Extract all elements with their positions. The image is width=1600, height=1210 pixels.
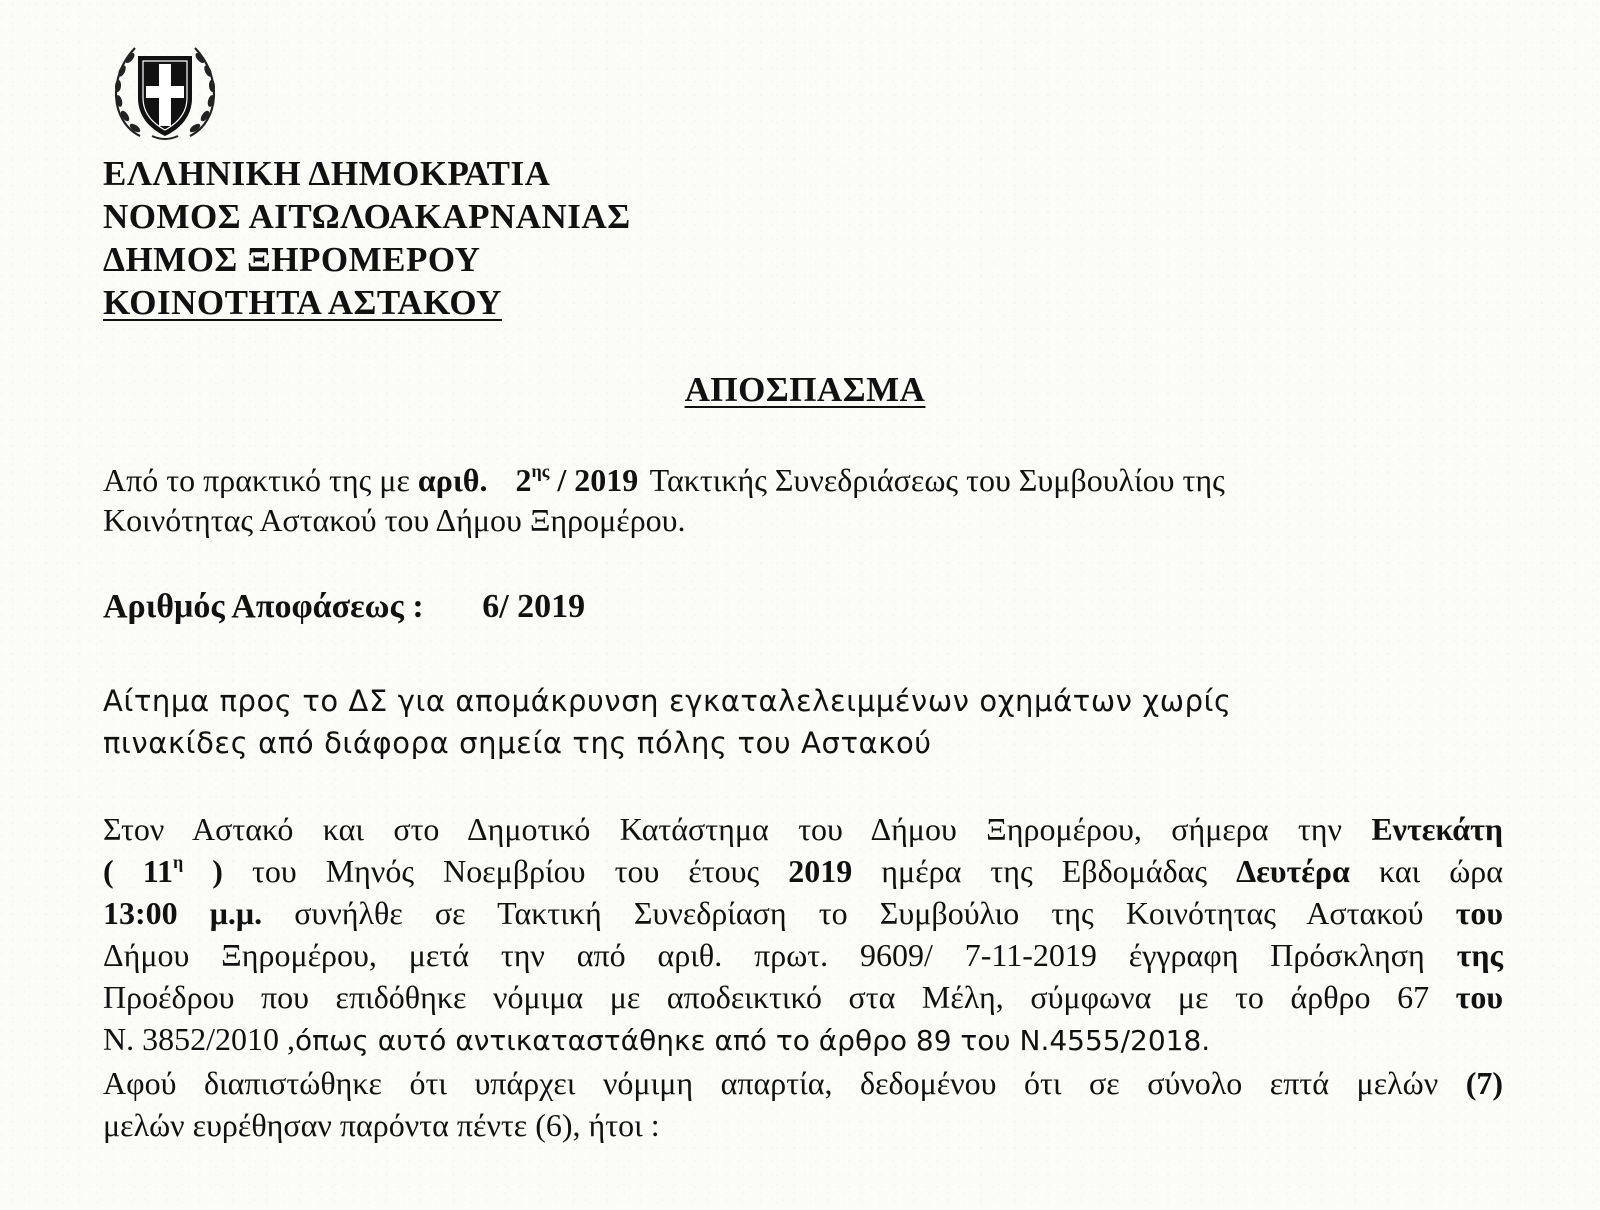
body-line-2 — [103, 850, 1503, 892]
body-law-ref: Ν. 3852/2010 , — [103, 1021, 295, 1057]
session-number: 2 — [515, 462, 532, 498]
body-line-3 — [103, 892, 1503, 934]
intro-paragraph — [103, 460, 1523, 540]
intro-arith: αριθ. — [417, 462, 488, 498]
body-text-bold: του — [1455, 979, 1504, 1015]
body-text: Δήμου Ξηρομέρου, μετά την από αριθ. πρωτ. 9609/ 7-11-2019 έγγραφη Πρόσκληση — [103, 937, 1425, 973]
body-line-8: μελών ευρέθησαν παρόντα πέντε (6), ήτοι : — [103, 1107, 660, 1143]
decision-subject — [103, 680, 1232, 764]
body-line-6 — [103, 1018, 1503, 1062]
body-line-1 — [103, 808, 1503, 850]
coat-of-arms-emblem — [100, 36, 230, 146]
body-day-word: Εντεκάτη — [1371, 811, 1504, 847]
body-line-4 — [103, 934, 1503, 976]
country-name: ΕΛΛΗΝΙΚΗ ΔΗΜΟΚΡΑΤΙΑ — [103, 154, 551, 193]
decision-label: Αριθμός Αποφάσεως : — [103, 588, 424, 625]
decision-number: 6/ 2019 — [482, 588, 586, 625]
body-day-number: ( 11 — [103, 853, 173, 889]
intro-prefix: Από το πρακτικό της με — [103, 462, 418, 498]
body-year: 2019 — [788, 853, 853, 889]
issuing-authority-header — [103, 152, 631, 324]
minutes-body — [103, 808, 1503, 1146]
session-year: / 2019 — [549, 462, 639, 498]
intro-line-2: Κοινότητας Αστακού του Δήμου Ξηρομέρου. — [103, 502, 686, 538]
intro-line-1 — [103, 460, 1523, 500]
body-text: Στον Αστακό και στο Δημοτικό Κατάστημα του Δήμου Ξηρομέρου, σήμερα την — [103, 811, 1342, 847]
body-law-amendment: όπως αυτό αντικαταστάθηκε από το άρθρο 89 του Ν.4555/2018. — [295, 1024, 1211, 1057]
body-text: του Μηνός Νοεμβρίου του έτους — [251, 853, 760, 889]
body-day-suffix: η — [172, 852, 184, 872]
body-line-7 — [103, 1062, 1503, 1104]
body-members-count: (7) — [1465, 1065, 1503, 1101]
body-time: 13:00 μ.μ. — [103, 895, 263, 931]
body-text: ημέρα της Εβδομάδας — [881, 853, 1208, 889]
subject-line-2: πινακίδες από διάφορα σημεία της πόλης του Αστακού — [103, 726, 932, 760]
intro-rest: Τακτικής Συνεδριάσεως του Συμβουλίου της — [642, 462, 1225, 498]
decision-number-line — [103, 588, 585, 626]
body-text: Αφού διαπιστώθηκε ότι υπάρχει νόμιμη απαρτία, δεδομένου ότι σε σύνολο επτά μελών — [103, 1065, 1439, 1101]
body-text: συνήλθε σε Τακτική Συνεδρίαση το Συμβούλιο της Κοινότητας Αστακού — [294, 895, 1424, 931]
municipality-name: ΔΗΜΟΣ ΞΗΡΟΜΕΡΟΥ — [103, 240, 481, 279]
body-text: και ώρα — [1378, 853, 1504, 889]
body-paren-close: ) — [183, 853, 223, 889]
body-weekday: Δευτέρα — [1236, 853, 1350, 889]
community-name: ΚΟΙΝΟΤΗΤΑ ΑΣΤΑΚΟΥ — [103, 283, 502, 322]
body-line-5 — [103, 976, 1503, 1018]
body-text-bold: της — [1456, 937, 1504, 973]
prefecture-name: ΝΟΜΟΣ ΑΙΤΩΛΟΑΚΑΡΝΑΝΙΑΣ — [103, 197, 631, 236]
document-title: ΑΠΟΣΠΑΣΜΑ — [684, 370, 926, 409]
session-number-suffix: ης — [531, 461, 550, 481]
subject-line-1: Αίτημα προς το ΔΣ για απομάκρυνση εγκαταλελειμμένων οχημάτων χωρίς — [103, 684, 1232, 718]
body-text: Προέδρου που επιδόθηκε νόμιμα με αποδεικτικό στα Μέλη, σύμφωνα με το άρθρο 67 — [103, 979, 1430, 1015]
body-text-bold: του — [1455, 895, 1504, 931]
